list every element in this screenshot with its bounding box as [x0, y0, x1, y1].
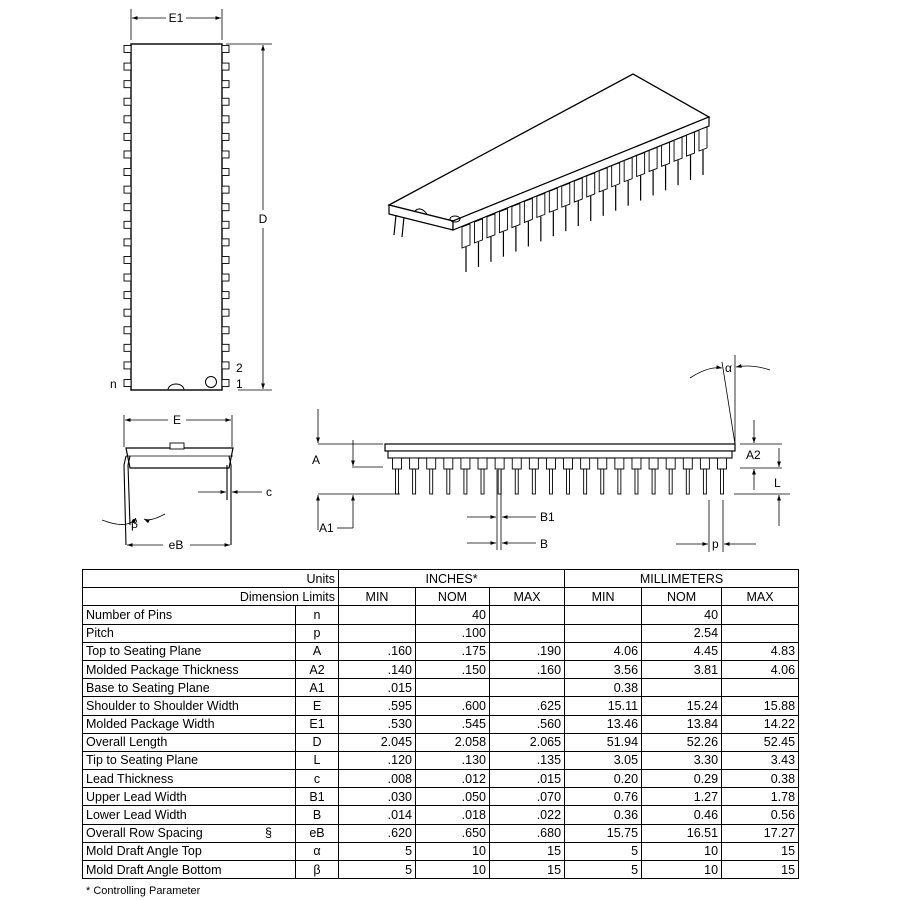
- side-view-pin-shoulder: [444, 458, 453, 469]
- top-view-pin: [124, 116, 131, 123]
- table-row: [83, 842, 799, 860]
- top-view-pin: [124, 327, 131, 334]
- top-view-pin: [222, 221, 229, 228]
- top-view-pin: [124, 239, 131, 246]
- dimension-value: 0.38: [722, 770, 799, 788]
- top-view-pin: [124, 46, 131, 53]
- dimension-value: 2.54: [642, 624, 722, 642]
- dimension-value: [642, 679, 722, 697]
- limit-header: MAX: [490, 588, 565, 606]
- limits-header-row: [83, 588, 799, 606]
- dimension-value: .625: [490, 697, 565, 715]
- footnote: * Controlling Parameter: [86, 885, 201, 897]
- package-3d-pin-shoulder: [637, 153, 645, 177]
- top-view-pin: [222, 98, 229, 105]
- top-view-pin: [222, 274, 229, 281]
- dimension-value: [490, 606, 565, 624]
- dimension-value: 1.78: [722, 788, 799, 806]
- top-view-pin: [124, 292, 131, 299]
- dimension-value: 17.27: [722, 824, 799, 842]
- pin-2-label: 2: [236, 361, 243, 375]
- side-view-pin-lead: [703, 469, 706, 494]
- units-label: Units: [83, 570, 339, 588]
- dimension-value: 3.43: [722, 751, 799, 769]
- package-3d-pin-shoulder: [524, 198, 532, 222]
- top-view-pin: [222, 186, 229, 193]
- limit-header: NOM: [642, 588, 722, 606]
- dimension-symbol: eB: [296, 824, 339, 842]
- dimension-name: [83, 842, 296, 860]
- table-row: [83, 824, 799, 842]
- dimension-value: 15.24: [642, 697, 722, 715]
- table-row: [83, 660, 799, 678]
- package-3d-pin-shoulder: [499, 209, 507, 233]
- package-3d-pin-shoulder: [612, 163, 620, 187]
- side-view-pin-shoulder: [495, 458, 504, 469]
- dimension-value: 40: [416, 606, 490, 624]
- top-view-pin: [222, 116, 229, 123]
- dimension-value: .620: [339, 824, 416, 842]
- package-3d-pin-shoulder: [474, 219, 482, 243]
- top-view-pin: [124, 380, 131, 387]
- dimension-value: 5: [565, 861, 642, 879]
- dimension-name-text: Upper Lead Width: [86, 789, 187, 804]
- dimension-value: 15: [490, 842, 565, 860]
- limit-header: MIN: [339, 588, 416, 606]
- dimension-value: 4.83: [722, 642, 799, 660]
- dimension-value: 52.45: [722, 733, 799, 751]
- dimension-name: [83, 660, 296, 678]
- side-view-pin-shoulder: [393, 458, 402, 469]
- dimension-value: .150: [416, 660, 490, 678]
- dimension-value: 0.29: [642, 770, 722, 788]
- dimension-value: 3.56: [565, 660, 642, 678]
- dimension-value: [722, 624, 799, 642]
- dimension-value: [722, 679, 799, 697]
- dimension-value: [339, 624, 416, 642]
- dimension-value: 15.11: [565, 697, 642, 715]
- package-3d-pin-shoulder: [537, 193, 545, 217]
- top-view-pin: [124, 362, 131, 369]
- dimension-value: [490, 679, 565, 697]
- d-label: D: [258, 212, 268, 226]
- dimension-value: 13.46: [565, 715, 642, 733]
- dimension-name-text: Mold Draft Angle Top: [86, 844, 202, 859]
- dimension-name: [83, 606, 296, 624]
- side-view-pin-shoulder: [564, 458, 573, 469]
- b-label: B: [540, 537, 549, 551]
- package-3d-pin-shoulder: [687, 132, 695, 156]
- dimension-value: 3.81: [642, 660, 722, 678]
- dimension-value: 14.22: [722, 715, 799, 733]
- dimension-name: [83, 715, 296, 733]
- dimension-value: 3.05: [565, 751, 642, 769]
- dimension-value: 5: [339, 842, 416, 860]
- package-3d-pin-shoulder: [699, 127, 707, 151]
- dimension-value: 5: [339, 861, 416, 879]
- dimension-value: .190: [490, 642, 565, 660]
- pin-1-label: 1: [236, 377, 243, 391]
- dimension-name: [83, 733, 296, 751]
- dimension-name-text: Lead Thickness: [86, 771, 174, 786]
- package-3d-pin-shoulder: [512, 204, 520, 228]
- top-view-pin: [124, 186, 131, 193]
- side-view-pin-shoulder: [615, 458, 624, 469]
- millimeters-header: MILLIMETERS: [565, 570, 799, 588]
- dimension-value: 52.26: [642, 733, 722, 751]
- dimension-value: .650: [416, 824, 490, 842]
- side-view-pin-shoulder: [683, 458, 692, 469]
- side-view-pin-shoulder: [700, 458, 709, 469]
- side-view-pin-shoulder: [512, 458, 521, 469]
- package-3d-pin-shoulder: [587, 173, 595, 197]
- dimension-symbol: β: [296, 861, 339, 879]
- dimension-value: 0.76: [565, 788, 642, 806]
- a-label: A: [312, 453, 321, 467]
- top-view-pin: [222, 63, 229, 70]
- package-3d-pin-shoulder: [487, 214, 495, 238]
- top-view-pin: [222, 327, 229, 334]
- side-view-pin-shoulder: [529, 458, 538, 469]
- side-view-pin-lead: [515, 469, 518, 494]
- dimension-value: [565, 606, 642, 624]
- inches-header: INCHES*: [339, 570, 565, 588]
- dimension-value: 51.94: [565, 733, 642, 751]
- package-3d-pin-shoulder: [549, 188, 557, 212]
- dimension-value: .050: [416, 788, 490, 806]
- side-view-pin-shoulder: [461, 458, 470, 469]
- dimension-symbol: L: [296, 751, 339, 769]
- top-view-pin: [124, 256, 131, 263]
- side-view-pin-shoulder: [581, 458, 590, 469]
- top-view-pin: [222, 344, 229, 351]
- dimension-value: .008: [339, 770, 416, 788]
- dimension-name-text: Base to Seating Plane: [86, 680, 210, 695]
- dimension-value: .140: [339, 660, 416, 678]
- dimension-value: .120: [339, 751, 416, 769]
- table-row: [83, 751, 799, 769]
- dimension-limits-label: Dimension Limits: [83, 588, 339, 606]
- top-view-pin: [222, 169, 229, 176]
- dimension-name-text: Shoulder to Shoulder Width: [86, 698, 239, 713]
- top-view-pin: [222, 256, 229, 263]
- dimension-name-text: Overall Length: [86, 735, 168, 750]
- dimension-value: .015: [339, 679, 416, 697]
- side-view-pins: [393, 458, 727, 494]
- dimension-value: 10: [416, 842, 490, 860]
- side-view-pin-lead: [413, 469, 416, 494]
- dimension-value: 4.06: [722, 660, 799, 678]
- dimension-value: 1.27: [642, 788, 722, 806]
- dimension-symbol: B: [296, 806, 339, 824]
- dimension-value: 4.45: [642, 642, 722, 660]
- package-3d-pin-shoulder: [662, 142, 670, 166]
- table-row: [83, 770, 799, 788]
- package-3d-pin-shoulder: [462, 224, 470, 248]
- limit-header: NOM: [416, 588, 490, 606]
- dimension-value: .175: [416, 642, 490, 660]
- dimension-value: 15: [722, 861, 799, 879]
- table-row: [83, 715, 799, 733]
- dimension-name: [83, 861, 296, 879]
- side-view-pin-lead: [669, 469, 672, 494]
- dimension-value: .160: [339, 642, 416, 660]
- dimension-symbol: α: [296, 842, 339, 860]
- dimension-value: 15: [722, 842, 799, 860]
- dimension-name: [83, 697, 296, 715]
- dimension-value: .560: [490, 715, 565, 733]
- side-view-body: [385, 444, 735, 451]
- top-view-pin: [222, 151, 229, 158]
- package-3d-pin-shoulder: [674, 137, 682, 161]
- e-label: E: [172, 413, 182, 427]
- dimension-symbol: p: [296, 624, 339, 642]
- end-view-right-lead: [229, 456, 231, 545]
- dimension-value: 0.36: [565, 806, 642, 824]
- dimension-value: .030: [339, 788, 416, 806]
- package-3d-pin-shoulder: [599, 168, 607, 192]
- dimension-value: 10: [416, 861, 490, 879]
- top-view-pin: [124, 98, 131, 105]
- dimension-symbol: n: [296, 606, 339, 624]
- dimension-value: 0.20: [565, 770, 642, 788]
- table-row: [83, 679, 799, 697]
- dimension-symbol: c: [296, 770, 339, 788]
- dimension-table: [82, 569, 799, 879]
- dimension-name-text: Overall Row Spacing: [86, 826, 203, 841]
- side-view-pin-lead: [532, 469, 535, 494]
- dimension-value: .014: [339, 806, 416, 824]
- side-view: [312, 355, 790, 552]
- section-note: §: [265, 826, 272, 841]
- table-row: [83, 788, 799, 806]
- side-view-pin-lead: [584, 469, 587, 494]
- dimension-value: 3.30: [642, 751, 722, 769]
- top-view-pin: [124, 169, 131, 176]
- dimension-name-text: Molded Package Thickness: [86, 662, 239, 677]
- dimension-value: .595: [339, 697, 416, 715]
- top-view-pin: [222, 292, 229, 299]
- dimension-value: .130: [416, 751, 490, 769]
- dimension-value: 13.84: [642, 715, 722, 733]
- package-3d-pin-shoulder: [649, 147, 657, 171]
- dimension-symbol: A2: [296, 660, 339, 678]
- e1-label: E1: [168, 11, 184, 25]
- dimension-value: 0.56: [722, 806, 799, 824]
- table-row: [83, 642, 799, 660]
- dimension-value: 15: [490, 861, 565, 879]
- dimension-name: [83, 642, 296, 660]
- eb-label: eB: [168, 538, 184, 552]
- table-row: [83, 624, 799, 642]
- dimension-name: [83, 806, 296, 824]
- dimension-value: 40: [642, 606, 722, 624]
- side-view-pin-shoulder: [649, 458, 658, 469]
- dimension-symbol: D: [296, 733, 339, 751]
- l-label: L: [774, 476, 781, 490]
- dimension-name-text: Lower Lead Width: [86, 808, 187, 823]
- dimension-value: 15.75: [565, 824, 642, 842]
- side-view-pin-shoulder: [427, 458, 436, 469]
- top-view-pin: [222, 133, 229, 140]
- dimension-symbol: A1: [296, 679, 339, 697]
- dimension-value: .018: [416, 806, 490, 824]
- b1-label: B1: [540, 510, 555, 524]
- top-view-pin: [222, 239, 229, 246]
- top-view-pin: [222, 309, 229, 316]
- top-view-pin: [124, 274, 131, 281]
- top-view-pin: [124, 81, 131, 88]
- side-view-pin-lead: [686, 469, 689, 494]
- dimension-value: 10: [642, 842, 722, 860]
- dimension-name: [83, 679, 296, 697]
- side-view-pin-lead: [601, 469, 604, 494]
- dimension-value: 15.88: [722, 697, 799, 715]
- top-view-pin: [124, 344, 131, 351]
- table-row: [83, 861, 799, 879]
- limit-header: MAX: [722, 588, 799, 606]
- dimension-name-text: Pitch: [86, 626, 114, 641]
- top-view-body: [131, 44, 222, 390]
- dimension-value: .070: [490, 788, 565, 806]
- dimension-value: 10: [642, 861, 722, 879]
- side-view-pin-shoulder: [632, 458, 641, 469]
- top-view-pin: [124, 204, 131, 211]
- side-view-pin-lead: [567, 469, 570, 494]
- dimension-symbol: E1: [296, 715, 339, 733]
- limit-header: MIN: [565, 588, 642, 606]
- side-view-pin-shoulder: [478, 458, 487, 469]
- dimension-value: 5: [565, 842, 642, 860]
- dimension-name: [83, 788, 296, 806]
- dimension-value: [490, 624, 565, 642]
- alpha-label: α: [725, 361, 732, 375]
- dimension-name-text: Molded Package Width: [86, 717, 215, 732]
- top-view-pin: [222, 46, 229, 53]
- side-view-pin-lead: [549, 469, 552, 494]
- pin-n-label: n: [110, 377, 117, 391]
- dimension-value: 2.065: [490, 733, 565, 751]
- dimension-name-text: Number of Pins: [86, 607, 173, 622]
- dimension-name-text: Tip to Seating Plane: [86, 753, 199, 768]
- package-3d-pin-shoulder: [574, 178, 582, 202]
- dimension-name: [83, 624, 296, 642]
- package-3d-pin-shoulder: [624, 158, 632, 182]
- dimension-name: [83, 824, 296, 842]
- dimension-value: .160: [490, 660, 565, 678]
- dimension-value: .100: [416, 624, 490, 642]
- dimension-value: .530: [339, 715, 416, 733]
- top-view-pin: [222, 81, 229, 88]
- side-view-pin-lead: [430, 469, 433, 494]
- dimension-value: 16.51: [642, 824, 722, 842]
- dimension-value: [565, 624, 642, 642]
- side-view-pin-shoulder: [718, 458, 727, 469]
- dimension-value: [722, 606, 799, 624]
- side-view-pin-lead: [464, 469, 467, 494]
- side-view-pin-lead: [618, 469, 621, 494]
- dimension-value: 4.06: [565, 642, 642, 660]
- end-view: [102, 413, 272, 552]
- table-row: [83, 606, 799, 624]
- top-view-pin: [124, 63, 131, 70]
- top-view-pin: [222, 362, 229, 369]
- dimension-value: .600: [416, 697, 490, 715]
- a1-label: A1: [319, 521, 334, 535]
- package-3d-pin-shoulder: [562, 183, 570, 207]
- top-view-pin: [222, 380, 229, 387]
- c-label: c: [266, 485, 272, 499]
- table-row: [83, 697, 799, 715]
- dimension-value: .015: [490, 770, 565, 788]
- dimension-value: [416, 679, 490, 697]
- dimension-value: .545: [416, 715, 490, 733]
- side-view-pin-lead: [481, 469, 484, 494]
- table-row: [83, 806, 799, 824]
- top-view: [110, 9, 272, 391]
- side-view-pin-lead: [652, 469, 655, 494]
- top-view-pin: [124, 221, 131, 228]
- side-view-pin-lead: [635, 469, 638, 494]
- beta-label: β: [131, 517, 138, 531]
- top-view-pin: [124, 133, 131, 140]
- dimension-name-text: Mold Draft Angle Bottom: [86, 862, 222, 877]
- side-view-pin-shoulder: [410, 458, 419, 469]
- package-3d-view: [389, 74, 709, 272]
- end-view-left-lead: [124, 456, 126, 545]
- dimension-name: [83, 770, 296, 788]
- dimension-value: .680: [490, 824, 565, 842]
- a2-label: A2: [746, 448, 761, 462]
- dimension-name: [83, 751, 296, 769]
- units-header-row: [83, 570, 799, 588]
- end-view-body: [126, 448, 233, 468]
- top-view-pin: [124, 151, 131, 158]
- dimension-value: 0.38: [565, 679, 642, 697]
- side-view-pin-lead: [447, 469, 450, 494]
- side-view-pin-shoulder: [666, 458, 675, 469]
- dimension-value: 2.045: [339, 733, 416, 751]
- side-view-pin-shoulder: [546, 458, 555, 469]
- dimension-symbol: E: [296, 697, 339, 715]
- dimension-value: .135: [490, 751, 565, 769]
- dimension-value: .022: [490, 806, 565, 824]
- dimension-value: .012: [416, 770, 490, 788]
- dimension-symbol: B1: [296, 788, 339, 806]
- dimension-name-text: Top to Seating Plane: [86, 644, 202, 659]
- top-view-pin: [124, 309, 131, 316]
- side-view-pin-lead: [721, 469, 724, 494]
- table-row: [83, 733, 799, 751]
- p-label: p: [712, 537, 719, 551]
- dimension-value: 2.058: [416, 733, 490, 751]
- dimension-value: [339, 606, 416, 624]
- side-view-pin-shoulder: [598, 458, 607, 469]
- dimension-symbol: A: [296, 642, 339, 660]
- top-view-pin: [222, 204, 229, 211]
- side-view-pin-lead: [396, 469, 399, 494]
- dimension-value: 0.46: [642, 806, 722, 824]
